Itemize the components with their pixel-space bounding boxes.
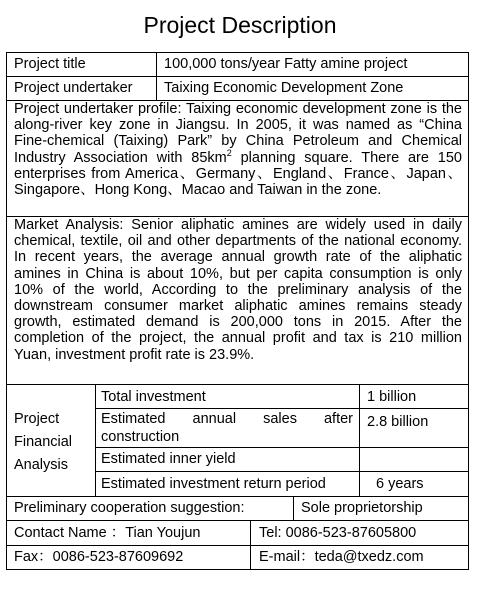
financial-label-line: Financial	[14, 434, 73, 450]
rule	[6, 520, 469, 521]
rule	[156, 52, 157, 101]
contact-fax: Fax：0086-523-87609692	[14, 549, 184, 565]
rule	[95, 408, 469, 409]
financial-item-value: 2.8 billion	[367, 414, 429, 430]
project-title-label: Project title	[14, 56, 86, 72]
profile-text: Project undertaker profile: Taixing economic development zone is the along-river key zone in Jiangsu. In 2005, it was named as “China Fine-chemical (Taixing) Park” by China Petroleum and Chemical Industry Association with 85km	[14, 101, 462, 166]
financial-item-label: Total investment	[101, 389, 206, 405]
rule	[293, 496, 294, 521]
rule	[6, 52, 7, 570]
rule	[6, 569, 469, 570]
financial-label-line: Project	[14, 411, 60, 427]
contact-tel: Tel: 0086-523-87605800	[259, 525, 417, 541]
page-title: Project Description	[143, 12, 337, 38]
rule	[95, 447, 469, 448]
profile-superscript: 2	[226, 147, 232, 158]
financial-item-value: 6 years	[376, 476, 424, 492]
rule	[95, 384, 96, 497]
contact-name: Contact Name ：Tian Youjun	[14, 525, 201, 541]
cooperation-label: Preliminary cooperation suggestion:	[14, 500, 245, 516]
undertaker-value: Taixing Economic Development Zone	[164, 80, 404, 96]
contact-email: E-mail：teda@txedz.com	[259, 549, 424, 565]
financial-label-line: Analysis	[14, 457, 68, 473]
market-analysis: Market Analysis: Senior aliphatic amines are widely used in daily chemical, textile, oil and other departments of the national economy. In recent years, the average annual growth rate of the aliphatic amines in China is about 10%, but per capita consumption is only 10% of the world, According to the preliminary analysis of the downstream consumer market aliphatic amines remains steady growth, estimated demand is 200,000 tons in 2015. After the completion of the project, the annual profit and tax is 210 million Yuan, investment profit rate is 23.9%.	[14, 217, 462, 363]
profile-text-cont: planning square. There are 150 enterprises from America、Germany、England、France、Japan、Singapore、Hong Kong、Macao and Taiwan in the zone.	[14, 149, 462, 199]
undertaker-label: Project undertaker	[14, 80, 133, 96]
financial-item-label: Estimated annual sales after construction	[101, 411, 353, 445]
rule	[6, 52, 469, 53]
project-title-value: 100,000 tons/year Fatty amine project	[164, 56, 408, 72]
rule	[6, 384, 469, 385]
financial-item-value: 1 billion	[367, 389, 417, 405]
rule	[6, 496, 469, 497]
rule	[6, 76, 469, 77]
cooperation-value: Sole proprietorship	[301, 500, 423, 516]
undertaker-profile	[14, 101, 462, 198]
rule	[95, 471, 469, 472]
rule	[468, 52, 469, 570]
rule	[6, 545, 469, 546]
financial-item-label: Estimated investment return period	[101, 476, 326, 492]
rule	[359, 384, 360, 497]
financial-item-label: Estimated inner yield	[101, 451, 236, 467]
rule	[250, 520, 251, 570]
